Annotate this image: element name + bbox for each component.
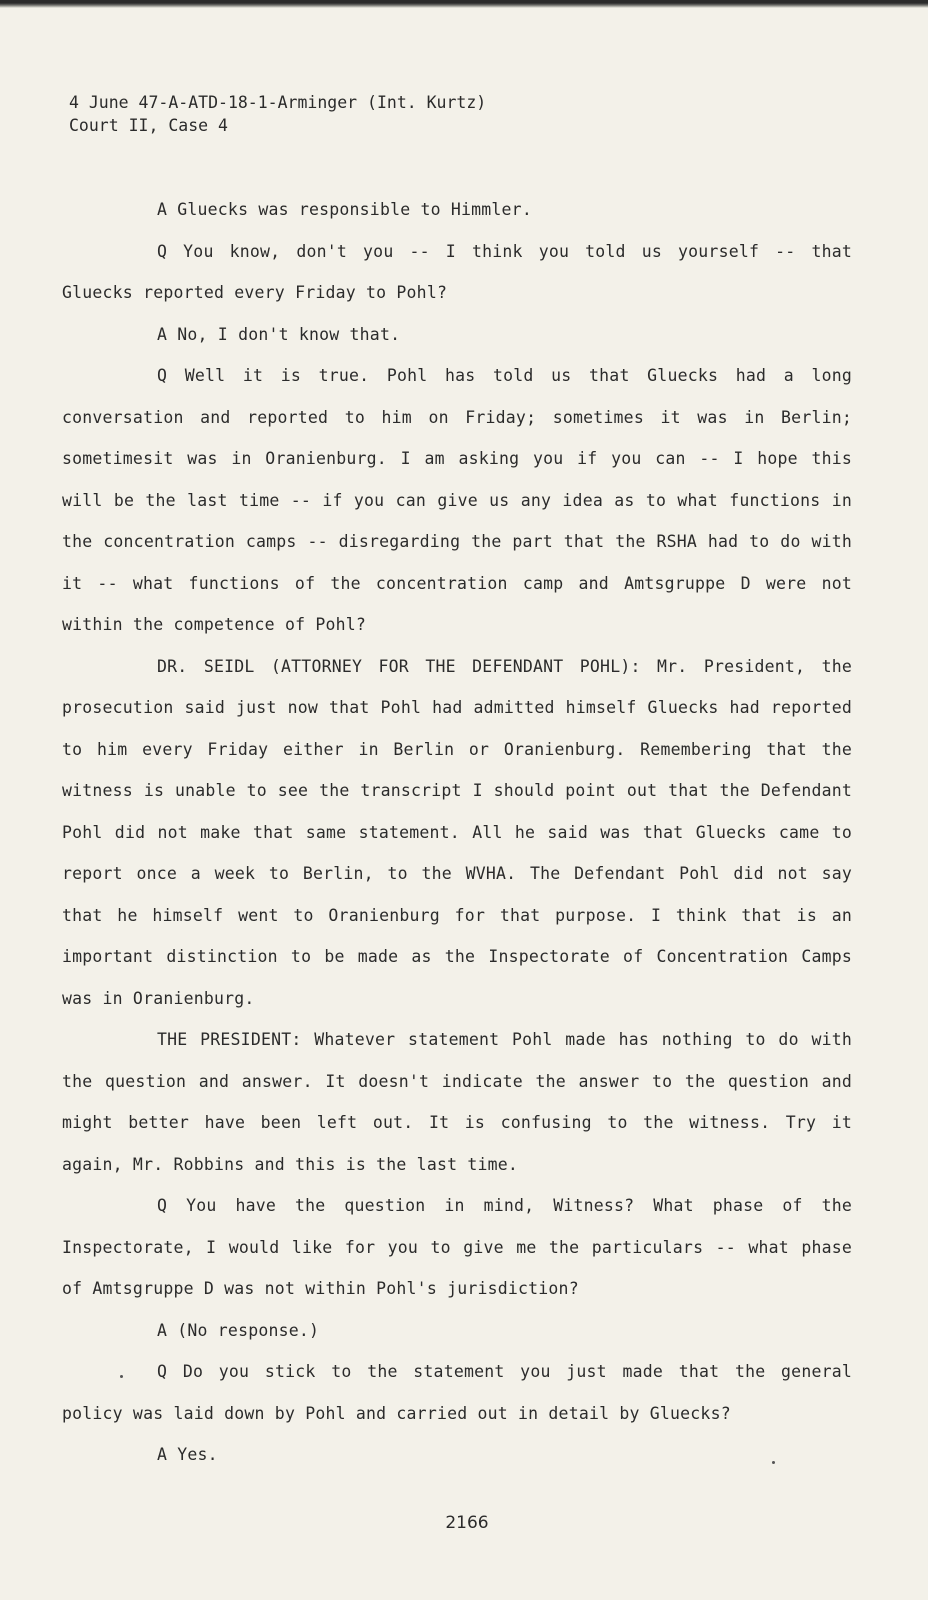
transcript-paragraph: A Yes. — [157, 1445, 218, 1464]
page-number: 2166 — [445, 1513, 489, 1533]
transcript-paragraph: Q Do you stick to the statement you just made that the general policy was laid down by Pohl and carried out in detail by Gluecks? — [62, 1362, 852, 1423]
transcript-paragraph: THE PRESIDENT: Whatever statement Pohl made has nothing to do with the question and answer. It doesn't indicate the answer to the question and might better have been left out. It is confusing to the witness. Try it again, Mr. Robbins and this is the last time. — [62, 1030, 852, 1174]
page-top-edge — [0, 0, 928, 8]
transcript-paragraph: Q You know, don't you -- I think you told us yourself -- that Gluecks reported every Friday to Pohl? — [62, 241, 852, 302]
paper-speck — [120, 1375, 123, 1378]
paper-speck — [772, 1461, 775, 1464]
transcript-paragraph: Q Well it is true. Pohl has told us that Gluecks had a long conversation and reported to him on Friday; sometimes it was in Berlin; sometimesit was in Oranienburg. I am asking you if you can -- I hope this will be the last time -- if you can give us any idea as to what functions in the concentration camps -- disregarding the part that the RSHA had to do with it -- what functions of the concentration camp and Amtsgruppe D were not within the competence of Pohl? — [62, 366, 852, 634]
header-line-1: 4 June 47-A-ATD-18-1-Arminger (Int. Kurtz) — [69, 93, 487, 112]
document-header — [69, 91, 486, 137]
transcript-body — [62, 189, 852, 1476]
transcript-paragraph: A No, I don't know that. — [157, 324, 401, 344]
transcript-paragraph: A (No response.) — [157, 1320, 320, 1340]
transcript-paragraph: A Gluecks was responsible to Himmler. — [157, 200, 532, 219]
transcript-paragraph: Q You have the question in mind, Witness? What phase of the Inspectorate, I would like for you to give me the particulars -- what phase of Amtsgruppe D was not within Pohl's jurisdiction? — [62, 1196, 852, 1298]
header-line-2: Court II, Case 4 — [69, 116, 228, 135]
transcript-paragraph: DR. SEIDL (ATTORNEY FOR THE DEFENDANT POHL): Mr. President, the prosecution said just now that Pohl had admitted himself Gluecks had reported to him every Friday either in Berlin or Oranienburg. Remembering that the witness is unable to see the transcript I should point out that the Defendant Pohl did not make that same statement. All he said was that Gluecks came to report once a week to Berlin, to the WVHA. The Defendant Pohl did not say that he himself went to Oranienburg for that purpose. I think that is an important distinction to be made as the Inspectorate of Concentration Camps was in Oranienburg. — [62, 656, 852, 1008]
